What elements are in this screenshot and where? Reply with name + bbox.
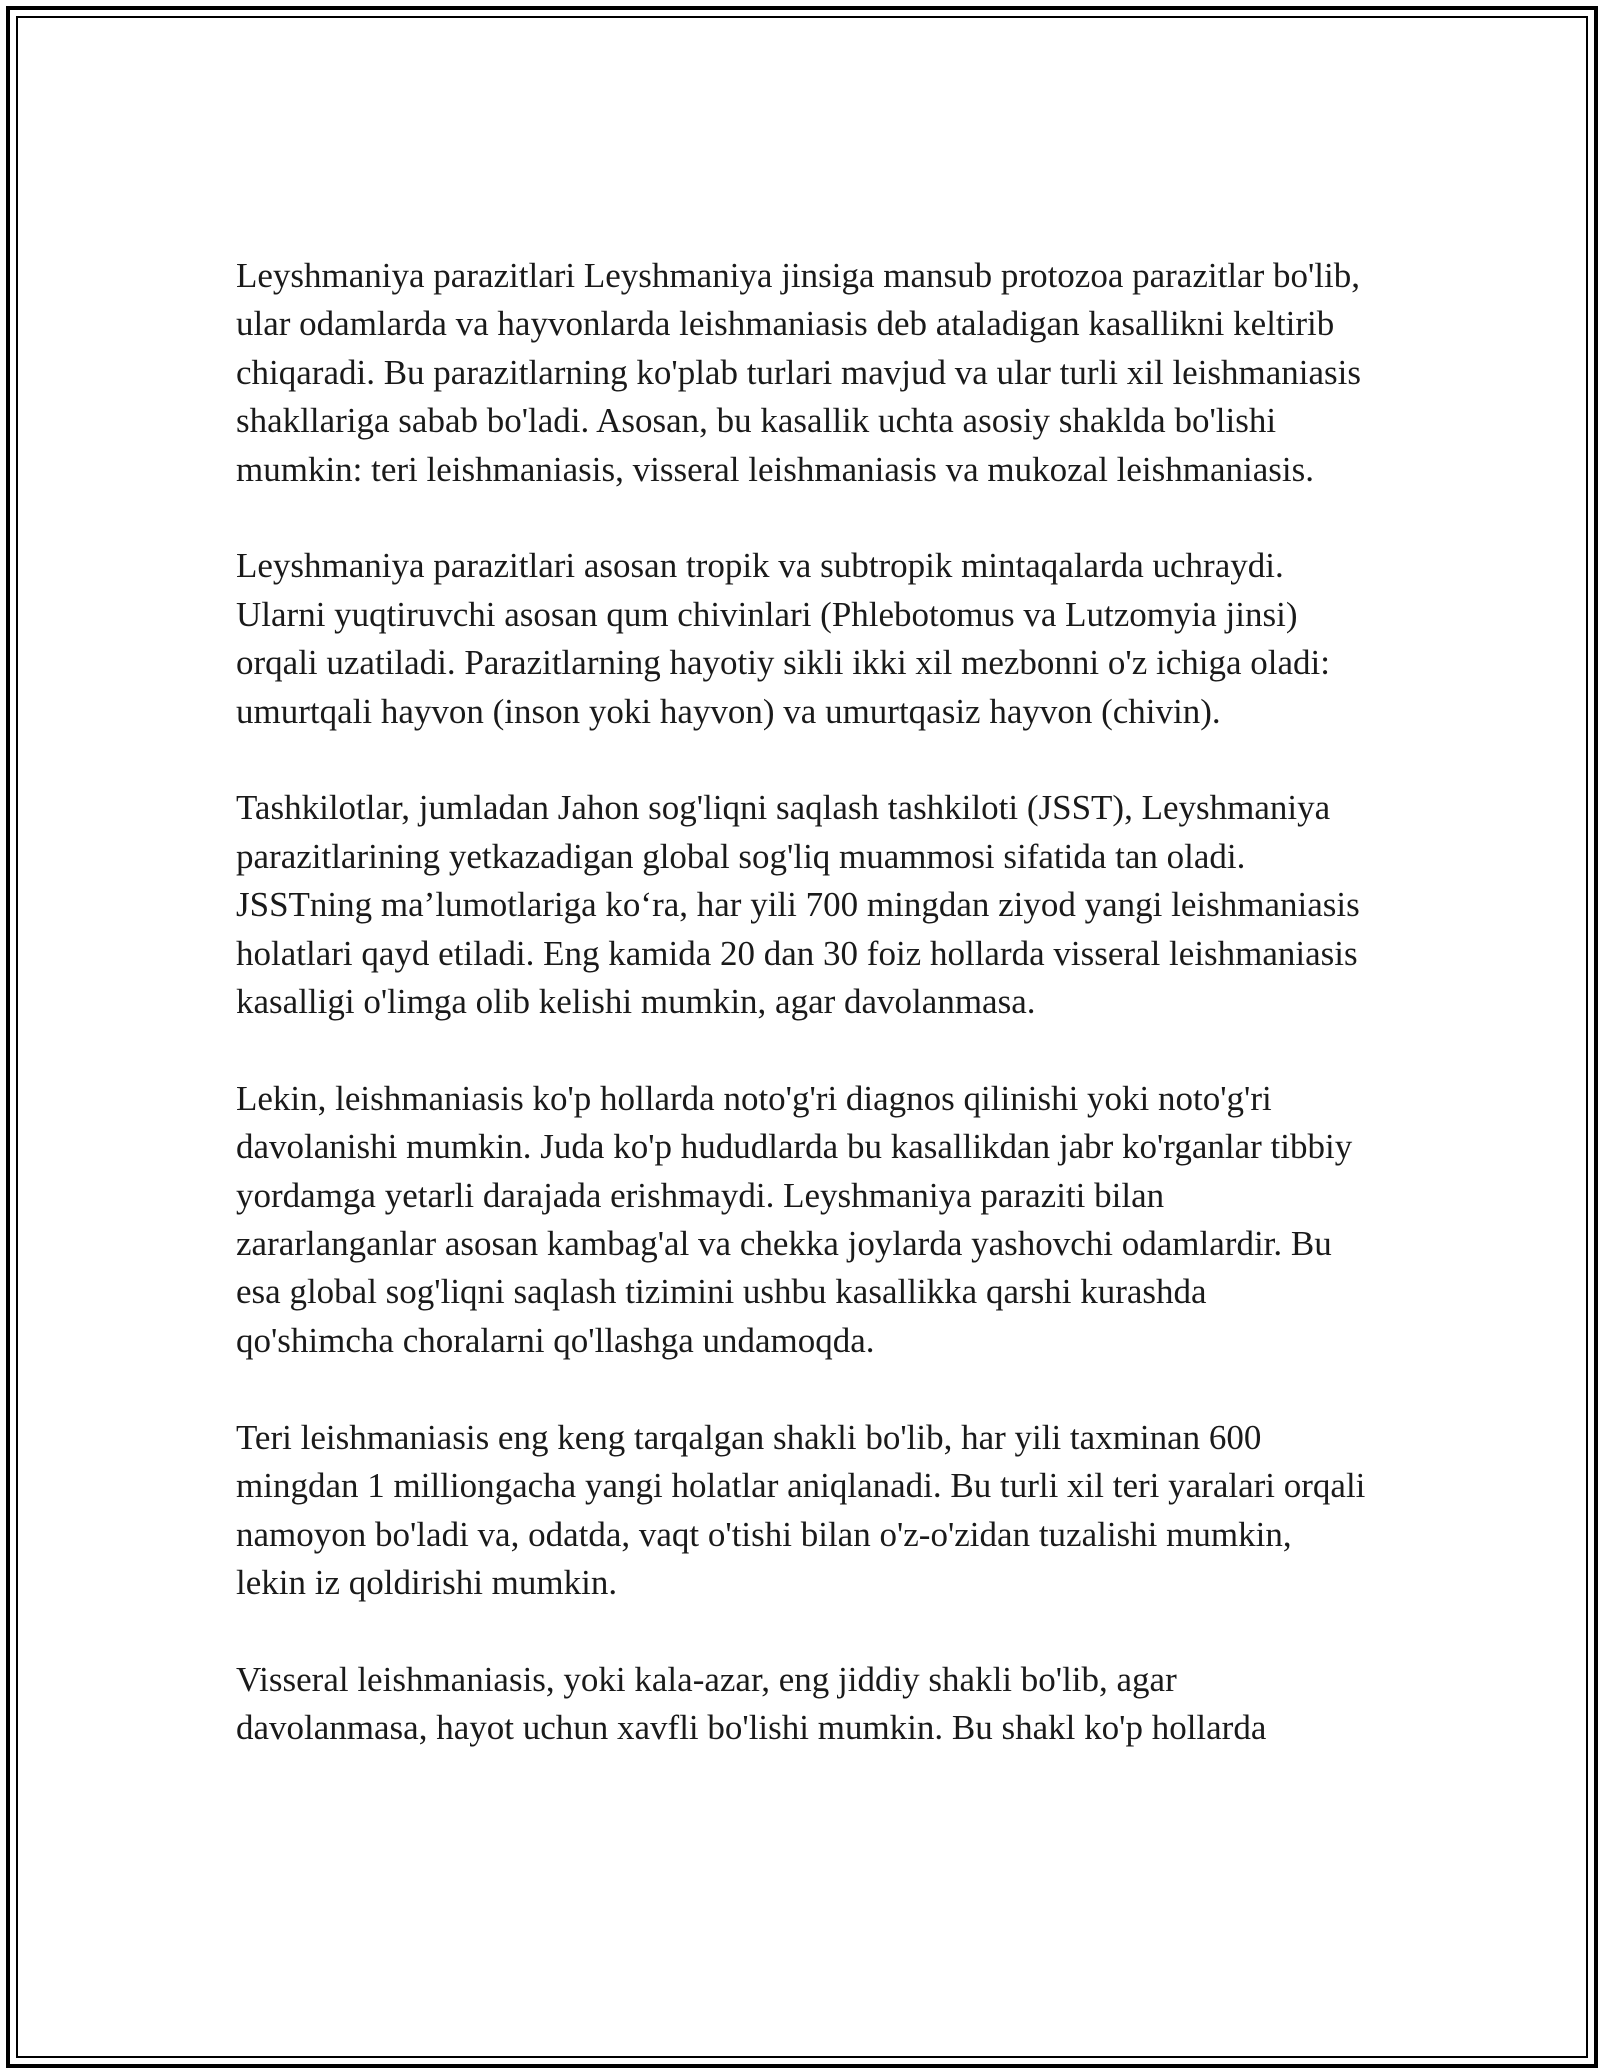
paragraph-2: Leyshmaniya parazitlari asosan tropik va subtropik mintaqalarda uchraydi. Ularni yuqtiruvchi asosan qum chivinlari (Phlebotomus va Lutzomyia jinsi) orqali uzatiladi. Parazitlarning hayotiy sikli ikki xil mezbonni o'z ichiga oladi: umurtqali hayvon (inson yoki hayvon) va umurtqasiz hayvon (chivin). bbox=[236, 546, 1330, 731]
document-body bbox=[236, 252, 1366, 1753]
paragraph-6: Visseral leishmaniasis, yoki kala-azar, eng jiddiy shakli bo'lib, agar davolanmasa, hayot uchun xavfli bo'lishi mumkin. Bu shakl ko'p hollarda bbox=[236, 1659, 1267, 1748]
paragraph-4: Lekin, leishmaniasis ko'p hollarda noto'g'ri diagnos qilinishi yoki noto'g'ri davolanishi mumkin. Juda ko'p hududlarda bu kasallikdan jabr ko'rganlar tibbiy yordamga yetarli darajada erishmaydi. Leyshmaniya paraziti bilan zararlanganlar asosan kambag'al va chekka joylarda yashovchi odamlardir. Bu esa global sog'liqni saqlash tizimini ushbu kasallikka qarshi kurashda qo'shimcha choralarni qo'llashga undamoqda. bbox=[236, 1078, 1353, 1360]
paragraph-3: Tashkilotlar, jumladan Jahon sog'liqni saqlash tashkiloti (JSST), Leyshmaniya parazitlarining yetkazadigan global sog'liq muammosi sifatida tan oladi. JSSTning ma’lumotlariga ko‘ra, har yili 700 mingdan ziyod yangi leishmaniasis holatlari qayd etiladi. Eng kamida 20 dan 30 foiz hollarda visseral leishmaniasis kasalligi o'limga olib kelishi mumkin, agar davolanmasa. bbox=[236, 788, 1360, 1022]
paragraph-1: Leyshmaniya parazitlari Leyshmaniya jinsiga mansub protozoa parazitlar bo'lib, ular odamlarda va hayvonlarda leishmaniasis deb ataladigan kasallikni keltirib chiqaradi. Bu parazitlarning ko'plab turlari mavjud va ular turli xil leishmaniasis shakllariga sabab bo'ladi. Asosan, bu kasallik uchta asosiy shaklda bo'lishi mumkin: teri leishmaniasis, visseral leishmaniasis va mukozal leishmaniasis. bbox=[236, 256, 1362, 489]
paragraph-5: Teri leishmaniasis eng keng tarqalgan shakli bo'lib, har yili taxminan 600 mingdan 1 milliongacha yangi holatlar aniqlanadi. Bu turli xil teri yaralari orqali namoyon bo'ladi va, odatda, vaqt o'tishi bilan o'z-o'zidan tuzalishi mumkin, lekin iz qoldirishi mumkin. bbox=[236, 1417, 1366, 1602]
